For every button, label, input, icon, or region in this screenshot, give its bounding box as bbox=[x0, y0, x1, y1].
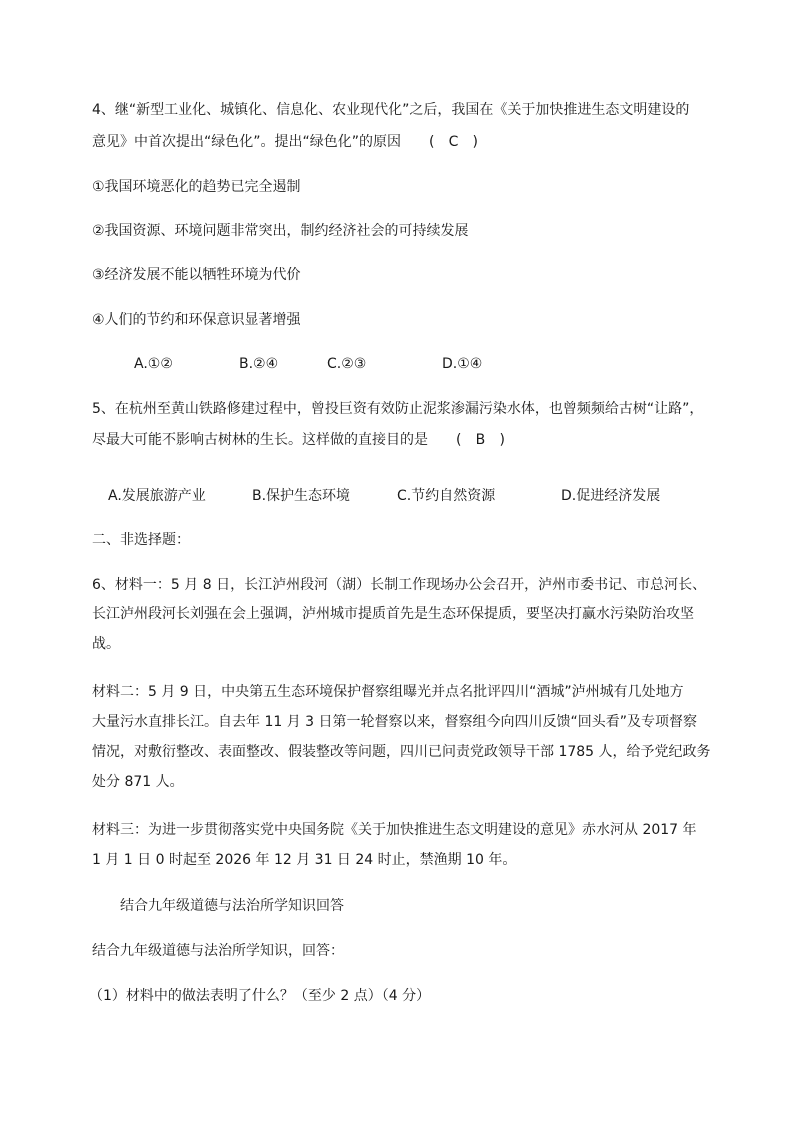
q6-material1-line2: 长江泸州段河长刘强在会上强调，泸州城市提质首先是生态环保提质，要坚决打赢水污染防治攻坚 bbox=[92, 606, 694, 622]
q4-stem-line2 bbox=[92, 132, 478, 152]
q4-answer-bracket: ( C ) bbox=[429, 134, 478, 150]
q6-material2-line4: 处分 871 人。 bbox=[92, 774, 184, 790]
q6-material2-line2: 大量污水直排长江。自去年 11 月 3 日第一轮督察以来，督察组今向四川反馈“回头看”及专项督察 bbox=[92, 714, 698, 730]
q4-statement-4: ④人们的节约和环保意识显著增强 bbox=[92, 312, 301, 328]
q4-statement-3: ③经济发展不能以牺牲环境为代价 bbox=[92, 267, 301, 283]
q4-statement-1: ①我国环境恶化的趋势已完全遏制 bbox=[92, 179, 301, 195]
q4-stem-text: 意见》中首次提出“绿色化”。提出“绿色化”的原因 bbox=[92, 134, 402, 150]
q4-statement-2: ②我国资源、环境问题非常突出，制约经济社会的可持续发展 bbox=[92, 223, 469, 239]
q4-option-b: B.②④ bbox=[239, 356, 279, 372]
q6-material3-line2: 1 月 1 日 0 时起至 2026 年 12 月 31 日 24 时止，禁渔期 10 年。 bbox=[92, 852, 517, 868]
q5-option-d: D.促进经济发展 bbox=[561, 488, 661, 504]
q6-prompt: 结合九年级道德与法治所学知识，回答： bbox=[92, 943, 344, 959]
q5-answer: B bbox=[475, 432, 486, 448]
q6-material1-line1: 6、材料一：5 月 8 日，长江泸州段河（湖）长制工作现场办公会召开，泸州市委书记、市总河长、 bbox=[92, 577, 707, 593]
q6-subquestion-1: （1）材料中的做法表明了什么？（至少 2 点）（4 分） bbox=[89, 988, 431, 1004]
q5-stem-line1: 5、在杭州至黄山铁路修建过程中，曾投巨资有效防止泥浆渗漏污染水体，也曾频频给古树“让路”， bbox=[92, 401, 704, 417]
q6-material2-line3: 情况，对敷衍整改、表面整改、假装整改等问题，四川已问责党政领导干部 1785 人，给予党纪政务 bbox=[92, 744, 711, 760]
q6-prompt-indented: 结合九年级道德与法治所学知识回答 bbox=[120, 898, 344, 914]
q5-option-a: A.发展旅游产业 bbox=[108, 488, 206, 504]
section-heading-non-choice: 二、非选择题： bbox=[92, 532, 190, 548]
q4-option-a: A.①② bbox=[134, 356, 173, 372]
q6-material2-line1: 材料二：5 月 9 日，中央第五生态环境保护督察组曝光并点名批评四川“酒城”泸州城有几处地方 bbox=[92, 684, 684, 700]
q6-material3-line1: 材料三：为进一步贯彻落实党中央国务院《关于加快推进生态文明建设的意见》赤水河从 2017 年 bbox=[92, 822, 697, 838]
q5-stem-text: 尽最大可能不影响古树林的生长。这样做的直接目的是 bbox=[92, 432, 428, 448]
q4-option-c: C.②③ bbox=[327, 356, 367, 372]
q5-option-b: B.保护生态环境 bbox=[252, 488, 351, 504]
q4-answer: C bbox=[448, 134, 459, 150]
q4-stem-line1: 4、继“新型工业化、城镇化、信息化、农业现代化”之后，我国在《关于加快推进生态文明建设的 bbox=[92, 102, 690, 118]
q4-option-d: D.①④ bbox=[442, 356, 483, 372]
q5-stem-line2 bbox=[92, 430, 505, 450]
q5-answer-bracket: ( B ) bbox=[456, 432, 505, 448]
q5-option-c: C.节约自然资源 bbox=[397, 488, 496, 504]
q6-material1-line3: 战。 bbox=[92, 636, 120, 652]
